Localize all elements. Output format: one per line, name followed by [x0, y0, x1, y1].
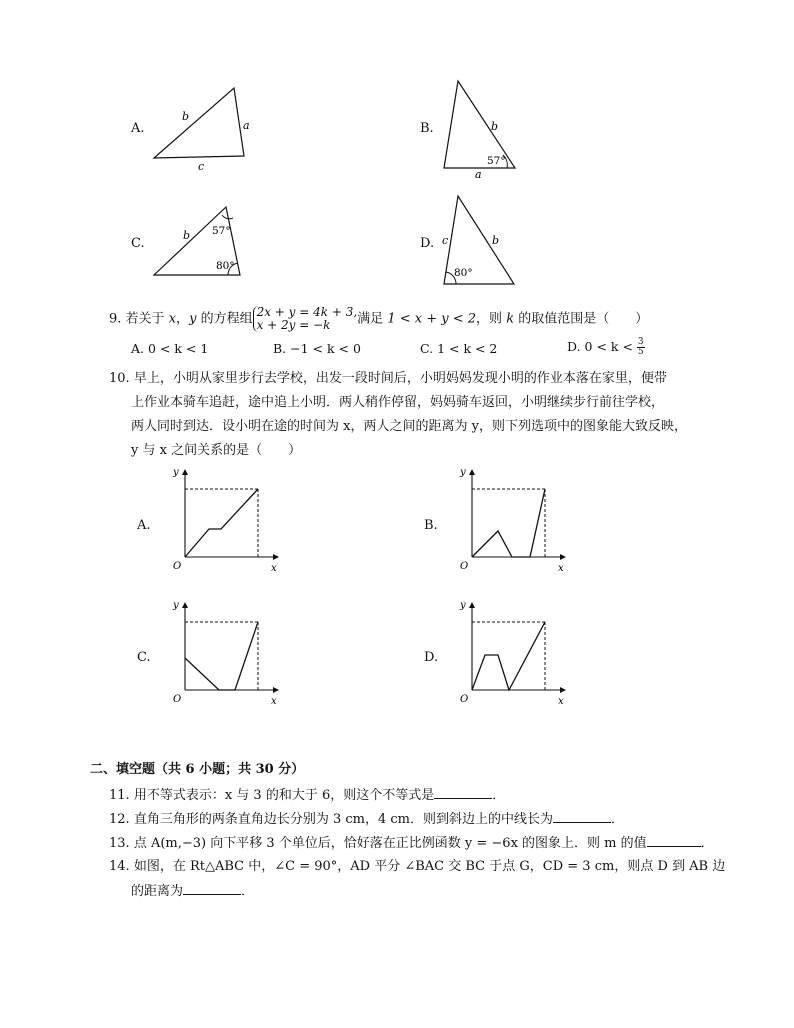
- q13: [109, 834, 714, 853]
- q9-comma: ，: [176, 311, 190, 327]
- q13-end: ．: [700, 836, 714, 851]
- q9-option-d-prefix: D. 0 < k <: [567, 339, 633, 354]
- q9-suffix-a: ，则: [476, 311, 503, 327]
- q11: [109, 786, 505, 805]
- triangle-a-side-b: b: [182, 110, 190, 123]
- q10-text-1: 早上，小明从家里步行去学校，出发一段时间后，小明妈妈发现小明的作业本落在家里，便带: [133, 371, 667, 386]
- graph-a-x-label: x: [271, 563, 277, 574]
- q14-text-2: 的距离为: [131, 884, 184, 899]
- q10-line2: 上作业本骑车追赶，途中追上小明．两人稍作停留，妈妈骑车返回，小明继续步行前往学校，: [131, 395, 665, 410]
- triangle-a-side-a: a: [243, 119, 250, 132]
- q11-text: 用不等式表示：x 与 3 的和大于 6，则这个不等式是: [133, 788, 435, 803]
- q8-triangle-c: [150, 203, 260, 283]
- graph-b-origin: O: [460, 561, 469, 572]
- graph-c-y-arrow: [182, 602, 188, 608]
- graph-c-origin: O: [173, 694, 182, 705]
- q11-end: ．: [492, 788, 506, 803]
- q10-graph-a: [165, 465, 285, 575]
- q12-answer-blank[interactable]: [553, 810, 611, 823]
- graph-a-curve: [185, 489, 258, 557]
- q14-answer-blank[interactable]: [183, 882, 241, 895]
- graph-a-y-arrow: [182, 469, 188, 475]
- graph-d-curve: [472, 622, 545, 690]
- q9-cond-prefix: 满足: [357, 311, 384, 327]
- graph-d-x-label: x: [558, 696, 564, 707]
- q9-equation-system: [253, 306, 358, 332]
- q10-graph-b-label: B.: [424, 518, 438, 533]
- q10-graph-a-label: A.: [137, 518, 151, 533]
- graph-a-origin: O: [173, 561, 182, 572]
- q12-number: 12.: [109, 812, 130, 827]
- q14-end: ．: [241, 884, 255, 899]
- q9-option-b: B. −1 < k < 0: [273, 341, 361, 356]
- triangle-c-side-b: b: [183, 229, 191, 242]
- graph-b-x-label: x: [558, 563, 564, 574]
- triangle-a-side-c: c: [198, 160, 205, 173]
- q14-line1: [109, 858, 725, 876]
- graph-b-y-arrow: [469, 469, 475, 475]
- triangle-c-angle-top: 57°: [212, 225, 231, 237]
- q10-graph-c: [165, 598, 285, 708]
- graph-c-x-label: x: [271, 696, 277, 707]
- q9-var-k: k: [506, 311, 515, 327]
- graph-d-x-arrow: [560, 687, 566, 693]
- q10-graph-d-label: D.: [424, 650, 439, 665]
- q12-end: ．: [610, 812, 624, 827]
- q10-line4: y 与 x 之间关系的是（ ）: [131, 443, 302, 458]
- q13-text: 点 A(m,−3) 向下平移 3 个单位后，恰好落在正比例函数 y = −6x 的图象上．则 m 的值: [133, 836, 647, 851]
- q9-suffix-b: 的取值范围是（ ）: [518, 311, 649, 327]
- triangle-b-side-b: b: [491, 120, 499, 133]
- triangle-d-angle: 80°: [454, 267, 473, 279]
- q10-number: 10.: [109, 371, 130, 386]
- q8-triangle-a: [150, 84, 260, 174]
- q11-answer-blank[interactable]: [434, 786, 492, 799]
- q9-var-y: y: [189, 311, 197, 327]
- graph-c-curve: [185, 622, 258, 690]
- q9-option-d-fraction: [637, 338, 645, 357]
- q9-var-x: x: [168, 311, 177, 327]
- triangle-a-shape: [154, 88, 244, 158]
- q9-eq2: x + 2y = −k: [256, 318, 331, 332]
- graph-a-y-label: y: [173, 467, 179, 478]
- q8-option-c-label: C.: [131, 236, 145, 251]
- graph-d-y-arrow: [469, 602, 475, 608]
- triangle-d-side-b: b: [492, 234, 500, 247]
- q8-triangle-d: [438, 192, 528, 288]
- q9-option-a: A. 0 < k < 1: [131, 341, 209, 356]
- q11-number: 11.: [109, 788, 130, 803]
- fraction-denominator: 5: [637, 347, 644, 357]
- q9-mid: 的方程组: [200, 311, 253, 327]
- q10-graph-c-label: C.: [137, 650, 151, 665]
- triangle-b-angle: 57°: [487, 155, 506, 167]
- graph-b-x-arrow: [560, 554, 566, 560]
- q14-number: 14.: [109, 859, 130, 874]
- q13-answer-blank[interactable]: [647, 834, 701, 847]
- q8-option-a-label: A.: [131, 121, 145, 136]
- graph-c-x-arrow: [273, 687, 279, 693]
- q9-prefix: 若关于: [125, 311, 165, 327]
- graph-a-x-arrow: [273, 554, 279, 560]
- q9-eq1: 2x + y = 4k + 3,: [256, 305, 358, 319]
- q8-option-b-label: B.: [420, 121, 434, 136]
- q13-number: 13.: [109, 836, 130, 851]
- q8-option-d-label: D.: [420, 236, 435, 251]
- graph-d-origin: O: [460, 694, 469, 705]
- q12-text: 直角三角形的两条直角边长分别为 3 cm，4 cm．则到斜边上的中线长为: [133, 812, 553, 827]
- q9-option-c: C. 1 < k < 2: [420, 341, 498, 356]
- triangle-b-side-a: a: [475, 168, 482, 181]
- triangle-d-side-c: c: [442, 234, 449, 247]
- q9-condition: 1 < x + y < 2: [387, 311, 477, 327]
- graph-c-y-label: y: [173, 600, 179, 611]
- q10-line1: [109, 370, 667, 388]
- q8-triangle-b: [440, 78, 530, 181]
- q9-number: 9.: [109, 311, 122, 327]
- q14-text-1: 如图，在 Rt△ABC 中，∠C = 90°，AD 平分 ∠BAC 交 BC 于点 G，CD = 3 cm，则点 D 到 AB 边: [133, 859, 726, 874]
- q10-graph-b: [452, 465, 572, 575]
- q14-line2: [131, 882, 254, 901]
- graph-b-curve: [472, 489, 545, 557]
- q9-option-d: [567, 338, 645, 357]
- q9-stem: [109, 306, 648, 332]
- fraction-numerator: 3: [637, 337, 644, 347]
- q10-graph-d: [452, 598, 572, 708]
- graph-b-y-label: y: [460, 467, 466, 478]
- section-2-title: 二、填空题（共 6 小题；共 30 分）: [90, 762, 305, 777]
- triangle-c-angle-bottom: 80°: [216, 260, 235, 272]
- graph-d-y-label: y: [460, 600, 466, 611]
- q10-line3: 两人同时到达．设小明在途的时间为 x，两人之间的距离为 y，则下列选项中的图象能大致反映，: [131, 419, 687, 434]
- q12: [109, 810, 624, 829]
